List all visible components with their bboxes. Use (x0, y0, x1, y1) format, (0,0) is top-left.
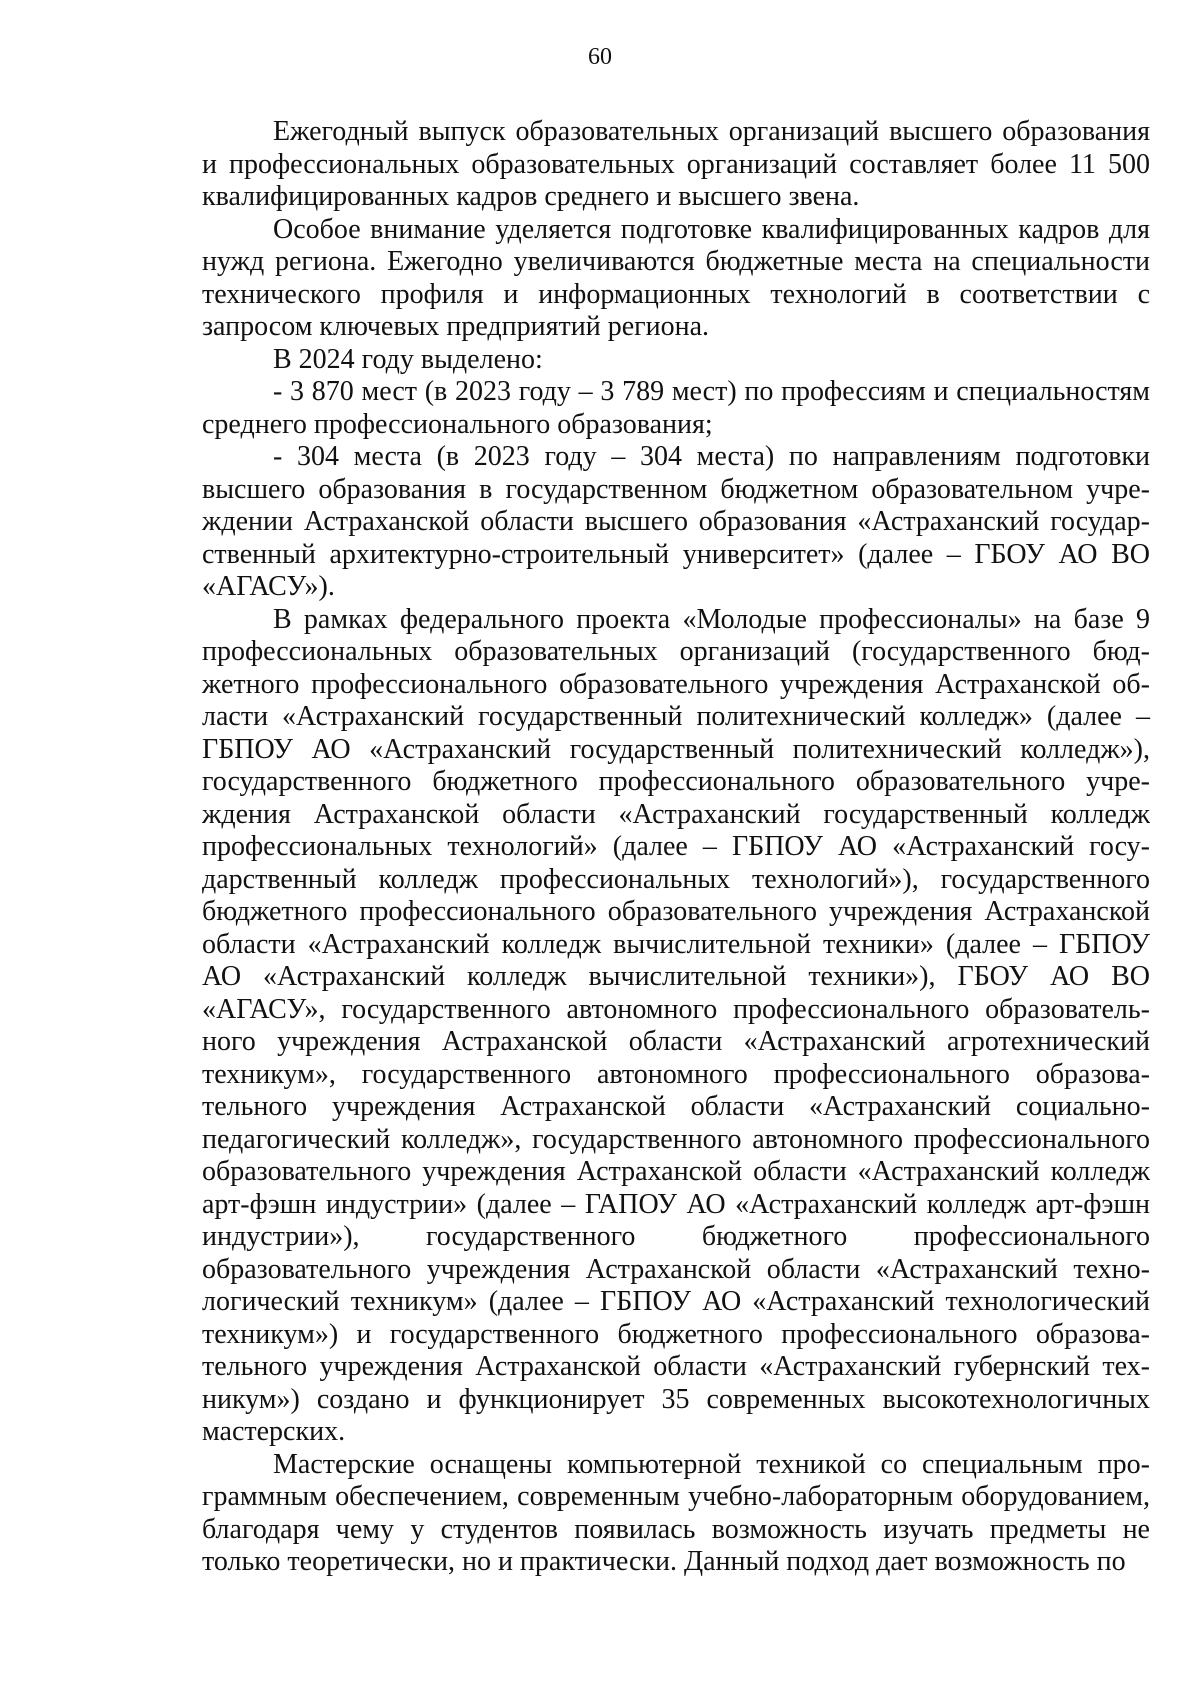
body-text (202, 116, 1150, 1579)
paragraph-allocated-2024: В 2024 году выделено: (273, 343, 543, 375)
paragraph-regional-training: Особое внимание уделяется подготовке квалифицированных кадров для нужд региона. Ежегодно увеличиваются бюджетные места на специальности технического профиля и информационных технологий в соответствии с запросом ключевых предприятий региона. (202, 213, 1150, 342)
paragraph-annual-graduates: Ежегодный выпуск образовательных организаций высшего образования и профессиональных образовательных организаций составляет более 11 500 квалифицированных кадров среднего и высшего звена. (202, 116, 1150, 212)
paragraph-young-professionals: В рамках федерального проекта «Молодые профессионалы» на базе 9 профессиональных образовательных организаций (государственного бюджетного профессионального образовательного учреждения Астраханской области «Астраханский государственный политехнический колледж» (далее – ГБПОУ АО «Астраханский государственный политехнический колледж»), государственного бюджетного профессионального образовательного учреждения Астраханской области «Астраханский государственный колледж профессиональных технологий» (далее – ГБПОУ АО «Астраханский государственный колледж профессиональных технологий»), государственного бюджетного профессионального образовательного учреждения Астраханской области «Астраханский колледж вычислительной техники» (далее – ГБПОУ АО «Астраханский колледж вычислительной техники»), ГБОУ АО ВО «АГАСУ», государственного автономного профессионального образовательного учреждения Астраханской области «Астраханский агротехнический техникум», государственного автономного профессионального образовательного учреждения Астраханской области «Астраханский социально-педагогический колледж», государственного автономного профессионального образовательного учреждения Астраханской области «Астраханский колледж арт-фэшн индустрии» (далее – ГАПОУ АО «Астраханский колледж арт-фэшн индустрии»), государственного бюджетного профессионального образовательного учреждения Астраханской области «Астраханский технологический техникум» (далее – ГБПОУ АО «Астраханский технологический техникум») и государственного бюджетного профессионального образовательного учреждения Астраханской области «Астраханский губернский техникум») создано и функционирует 35 современных высокотехнологичных мастерских. (202, 603, 1150, 1447)
page-number: 60 (588, 44, 612, 70)
paragraph-spo-places: - 3 870 мест (в 2023 году – 3 789 мест) по профессиям и специальностям среднего профессионального образования; (202, 376, 1150, 440)
paragraph-higher-ed-places: - 304 места (в 2023 году – 304 места) по направлениям подготовки высшего образования в государственном бюджетном образовательном учреждении Астраханской области высшего образования «Астраханский государственный архитектурно-строительный университет» (далее – ГБОУ АО ВО «АГАСУ»). (202, 441, 1150, 602)
paragraph-workshops-equipment: Мастерские оснащены компьютерной техникой со специальным программным обеспечением, современным учебно-лабораторным оборудованием, благодаря чему у студентов появилась возможность изучать предметы не только теоретически, но и практически. Данный подход дает возможность по (202, 1448, 1150, 1577)
